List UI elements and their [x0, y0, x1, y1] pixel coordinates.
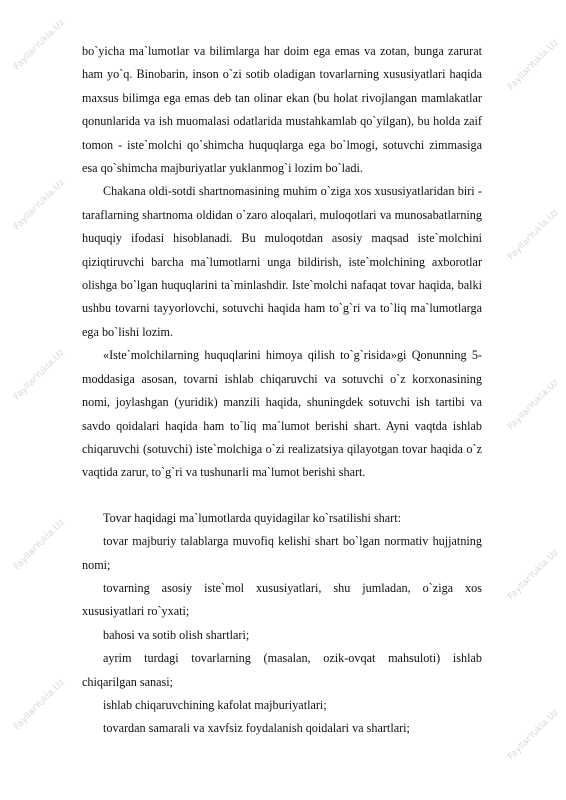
watermark: FayllarYukla.Uz [506, 547, 561, 603]
body-paragraph: Chakana oldi-sotdi shartnomasining muhim o`ziga xos xususiyatlaridan biri - taraflarning shartnoma oldidan o`zaro aloqalari, muloqotlari va munosabatlarning huquqiy ifodasi hisoblanadi. Bu muloqotdan asosiy maqsad iste`molchini qiziqtiruvchi barcha ma`lumotlarni unga bildirish, iste`molchining axborotlar olishga bo`lgan huquqlarini ta`minlashdir. Iste`molchi nafaqat tovar haqida, balki ushbu tovarni tayyorlovchi, sotuvchi haqida ham to`g`ri va to`liq ma`lumotlarga ega bo`lishi lozim. [82, 184, 482, 339]
watermark: FayllarYukla.Uz [12, 177, 67, 233]
watermark: FayllarYukla.Uz [12, 17, 67, 73]
watermark: FayllarYukla.Uz [12, 677, 67, 733]
paragraph-spacer [82, 485, 482, 507]
list-item: bahosi va sotib olish shartlari; [103, 627, 250, 642]
list-intro: Tovar haqidagi ma`lumotlarda quyidagilar ko`rsatilishi shart: [103, 510, 401, 525]
body-paragraph: «Iste`molchilarning huquqlarini himoya qilish to`g`risida»gi Qonunning 5-moddasiga asosan, tovarni ishlab chiqaruvchi va sotuvchi o`z korxonasining nomi, joylashgan (yuridik) manzili haqida, shuningdek sotuvchi ish tartibi va savdo qoidalari haqida ham to`liq ma`lumot berishi shart. Ayni vaqtda ishlab chiqaruvchi (sotuvchi) iste`molchiga o`zi realizatsiya qilayotgan tovar haqida o`z vaqtida zarur, to`g`ri va tushunarli ma`lumot berishi shart. [82, 348, 482, 480]
list-item: ishlab chiqaruvchining kafolat majburiyatlari; [103, 697, 327, 712]
watermark: FayllarYukla.Uz [506, 707, 561, 763]
watermark: FayllarYukla.Uz [12, 347, 67, 403]
watermark: FayllarYukla.Uz [506, 207, 561, 263]
list-item: ayrim turdagi tovarlarning (masalan, ozik-ovqat mahsuloti) ishlab chiqarilgan sanasi; [82, 651, 482, 689]
list-item: tovarning asosiy iste`mol xususiyatlari, shu jumladan, o`ziga xos xususiyatlari ro`yxati; [82, 580, 482, 619]
watermark: FayllarYukla.Uz [506, 37, 561, 93]
document-body [82, 40, 482, 741]
list-item: tovar majburiy talablarga muvofiq kelishi shart bo`lgan normativ hujjatning nomi; [82, 534, 482, 572]
list-item: tovardan samarali va xavfsiz foydalanish qoidalari va shartlari; [103, 721, 410, 736]
watermark: FayllarYukla.Uz [12, 517, 67, 573]
body-paragraph: bo`yicha ma`lumotlar va bilimlarga har doim ega emas va zotan, bunga zarurat ham yo`q. Binobarin, inson o`zi sotib oladigan tovarlarning xususiyatlari haqida maxsus bilimga ega emas deb tan olinar ekan (bu holat rivojlangan mamlakatlar qonunlarida va ish muomalasi odatlarida mustahkamlab qo`yilgan), bu holda zaif tomon - iste`molchi qo`shimcha huquqlarga ega bo`lmogi, sotuvchi zimmasiga esa qo`shimcha majburiyatlar yuklanmog`i lozim bo`ladi. [82, 44, 482, 176]
watermark: FayllarYukla.Uz [506, 377, 561, 433]
